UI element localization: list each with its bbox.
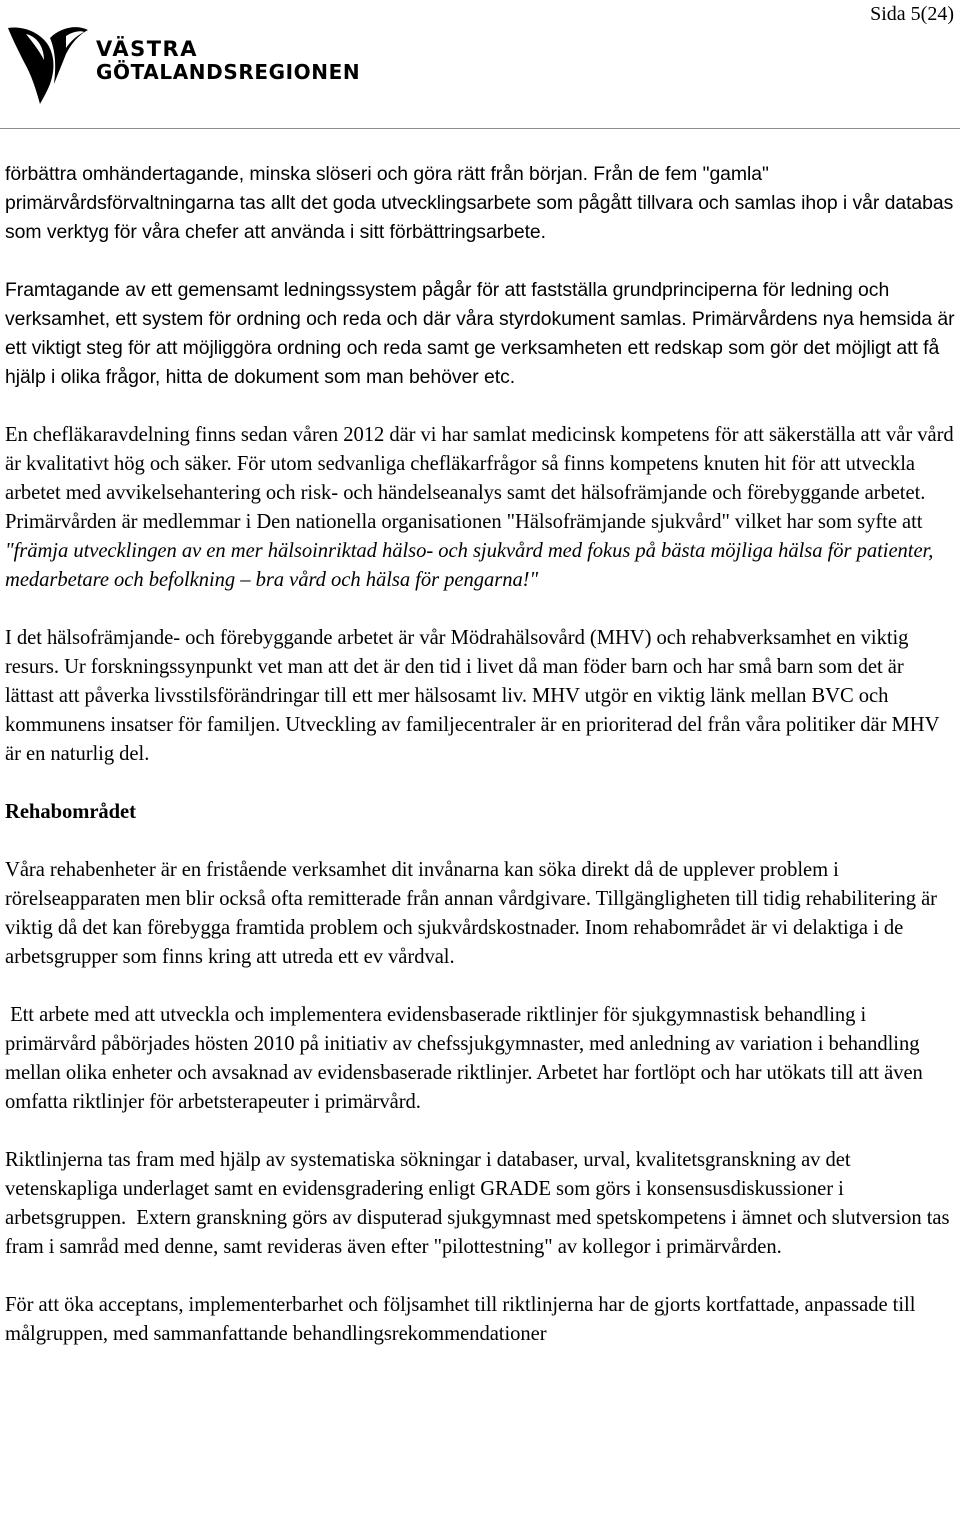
- paragraph-4: I det hälsofrämjande- och förebyggande arbetet är vår Mödrahälsovård (MHV) och rehabverksamhet en viktig resurs. Ur forskningssynpunkt vet man att det är den tid i livet då man föder barn och har små barn som det är lättast att påverka livsstilsförändringar till ett mer hälsosamt liv. MHV utgör en viktig länk mellan BVC och kommunens insatser för familjen. Utveckling av familjecentraler är en prioriterad del från våra politiker där MHV är en naturlig del.: [5, 627, 940, 765]
- paragraph-3: [5, 421, 957, 595]
- document-body: [5, 160, 957, 1349]
- paragraph-7: Riktlinjerna tas fram med hjälp av systematiska sökningar i databaser, urval, kvalitetsgranskning av det vetenskapliga underlaget samt en evidensgradering enligt GRADE som görs i konsensusdiskussioner i arbetsgruppen. Extern granskning görs av disputerad sjukgymnast med spetskompetens i ämnet och slutversion tas fram i samråd med denne, samt revideras även efter "pilottestning" av kollegor i primärvården.: [5, 1149, 955, 1258]
- paragraph-5: Våra rehabenheter är en fristående verksamhet dit invånarna kan söka direkt då de upplever problem i rörelseapparaten men blir också ofta remitterade från annan vårdgivare. Tillgängligheten till tidig rehabilitering är viktig då det kan förebygga framtida problem och sjukvårdskostnader. Inom rehabområdet är vi delaktiga i de arbetsgrupper som finns kring att utreda ett ev vårdval.: [5, 859, 937, 968]
- paragraph-3-text: En chefläkaravdelning finns sedan våren 2012 där vi har samlat medicinsk kompetens för att säkerställa att vår vård är kvalitativt hög och säker. För utom sedvanliga chefläkarfrågor så finns kompetens knuten hit för att utveckla arbetet med avvikelsehantering och risk- och händelseanalys samt det hälsofrämjande och förebyggande arbetet. Primärvården är medlemmar i Den nationella organisationen "Hälsofrämjande sjukvård" vilket har som syfte att: [5, 424, 954, 533]
- section-heading-rehab: Rehabområdet: [5, 801, 136, 823]
- paragraph-2: Framtagande av ett gemensamt ledningssystem pågår för att fastställa grundprinciperna för ledning och verksamhet, ett system för ordning och reda och där våra styrdokument samlas. Primärvårdens nya hemsida är ett viktigt steg för att möjliggöra ordning och reda samt ge verksamheten ett redskap som gör det möjligt att få hjälp i olika frågor, hitta de dokument som man behöver etc.: [5, 279, 955, 388]
- vastra-gotalandsregionen-logo-icon: [6, 24, 90, 106]
- logo-line-vastra: VÄSTRA: [96, 37, 198, 61]
- paragraph-3-quote: "främja utvecklingen av en mer hälsoinriktad hälso- och sjukvård med fokus på bästa möjliga hälsa för patienter, medarbetare och befolkning – bra vård och hälsa för pengarna!": [5, 540, 934, 591]
- page-number: Sida 5(24): [870, 3, 954, 25]
- paragraph-1: förbättra omhändertagande, minska slöseri och göra rätt från början. Från de fem "gamla" primärvårdsförvaltningarna tas allt det goda utvecklingsarbete som pågått tillvara och samlas ihop i vår databas som verktyg för våra chefer att använda i sitt förbättringsarbete.: [5, 163, 954, 243]
- logo-wordmark: [96, 38, 360, 84]
- page-header: [0, 0, 960, 128]
- paragraph-6: Ett arbete med att utveckla och implementera evidensbaserade riktlinjer för sjukgymnastisk behandling i primärvård påbörjades hösten 2010 på initiativ av chefssjukgymnaster, med anledning av variation i behandling mellan olika enheter och avsaknad av evidensbaserade riktlinjer. Arbetet har fortlöpt och har utökats till att även omfatta riktlinjer för arbetsterapeuter i primärvård.: [5, 1004, 928, 1113]
- logo-line-gotalandsregionen: GÖTALANDSREGIONEN: [96, 60, 361, 84]
- header-divider: [0, 128, 960, 129]
- paragraph-8: För att öka acceptans, implementerbarhet och följsamhet till riktlinjerna har de gjorts kortfattade, anpassade till målgruppen, med sammanfattande behandlingsrekommendationer: [5, 1294, 916, 1345]
